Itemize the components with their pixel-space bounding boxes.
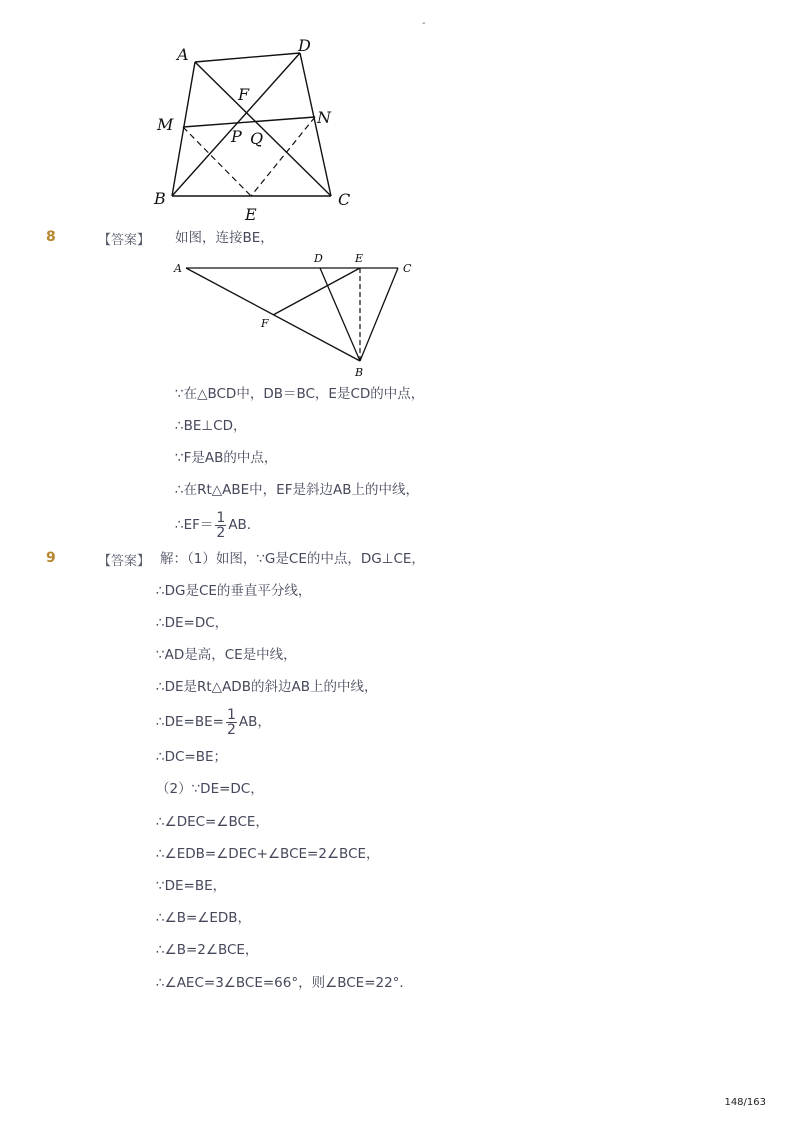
q8-line-5 [175, 508, 260, 542]
segment-cb [360, 268, 398, 361]
q8-line-1: ∵在△BCD中，DB＝BC，E是CD的中点， [175, 386, 425, 402]
fraction-one-half [215, 511, 226, 540]
answer-tag-9: 【答案】 [98, 554, 151, 569]
q8-ef-prefix: ∴EF＝ [175, 517, 214, 533]
segment-db [320, 268, 360, 361]
segment-mn [183, 117, 315, 127]
segment-bd [172, 53, 300, 196]
answer-tag-8: 【答案】 [98, 233, 151, 248]
question-number-9: 9 [46, 550, 56, 566]
q9-line-b1: ∴DC=BE； [156, 749, 228, 765]
label-d: D [298, 36, 311, 55]
segment-ad [195, 53, 300, 62]
q9-de-prefix: ∴DE=BE= [156, 714, 224, 730]
page-number: 148/163 [724, 1097, 766, 1108]
label-d: D [314, 252, 323, 265]
q8-line-4: ∴在Rt△ABE中，EF是斜边AB上的中线， [175, 482, 419, 498]
label-n: N [317, 108, 331, 127]
label-c: C [403, 262, 412, 275]
fraction-one-half [226, 708, 237, 737]
figure-trapezoid [140, 30, 380, 230]
label-e: E [355, 252, 364, 265]
fraction-denominator: 2 [226, 721, 236, 738]
label-f: F [261, 317, 269, 330]
fraction-denominator: 2 [216, 524, 226, 541]
label-m: M [157, 115, 174, 134]
segment-ab [172, 62, 195, 196]
label-b: B [154, 189, 166, 208]
label-f: F [238, 85, 250, 104]
label-c: C [338, 190, 351, 209]
q9-line-b5: ∵DE=BE， [156, 878, 227, 894]
q9-line-b6: ∴∠B=∠EDB， [156, 910, 252, 926]
label-b: B [355, 366, 364, 379]
segment-fe [273, 268, 360, 315]
q9-de-suffix: AB， [238, 714, 271, 730]
label-q: Q [250, 129, 264, 148]
q9-line-b4: ∴∠EDB=∠DEC+∠BCE=2∠BCE， [156, 846, 380, 862]
q8-intro: 如图，连接BE， [175, 230, 274, 246]
q8-ef-suffix: AB． [228, 517, 261, 533]
q9-line-a4: ∴DE是Rt△ADB的斜边AB上的中线， [156, 679, 378, 695]
label-a: A [177, 45, 189, 64]
q9-line-first: 解：（1）如图，∵G是CE的中点，DG⊥CE， [160, 551, 425, 567]
q9-line-b2: （2）∵DE=DC， [156, 781, 264, 797]
q9-line-frac [156, 705, 271, 739]
q8-line-3: ∵F是AB的中点， [175, 450, 278, 466]
figure-triangle [170, 250, 420, 380]
fraction-numerator: 1 [216, 509, 226, 526]
q9-line-a2: ∴DE=DC， [156, 615, 229, 631]
label-p: P [231, 127, 242, 146]
q8-line-2: ∴BE⊥CD， [175, 418, 247, 434]
question-number-8: 8 [46, 229, 56, 245]
top-mark: - [422, 18, 426, 29]
label-e: E [245, 205, 257, 224]
q9-line-b8: ∴∠AEC=3∠BCE=66°，则∠BCE=22°． [156, 975, 413, 991]
q9-line-a1: ∴DG是CE的垂直平分线， [156, 583, 312, 599]
q9-line-a3: ∵AD是高，CE是中线， [156, 647, 297, 663]
q9-line-b7: ∴∠B=2∠BCE， [156, 942, 259, 958]
label-a: A [174, 262, 182, 275]
fraction-numerator: 1 [226, 706, 236, 723]
q9-line-b3: ∴∠DEC=∠BCE， [156, 814, 269, 830]
